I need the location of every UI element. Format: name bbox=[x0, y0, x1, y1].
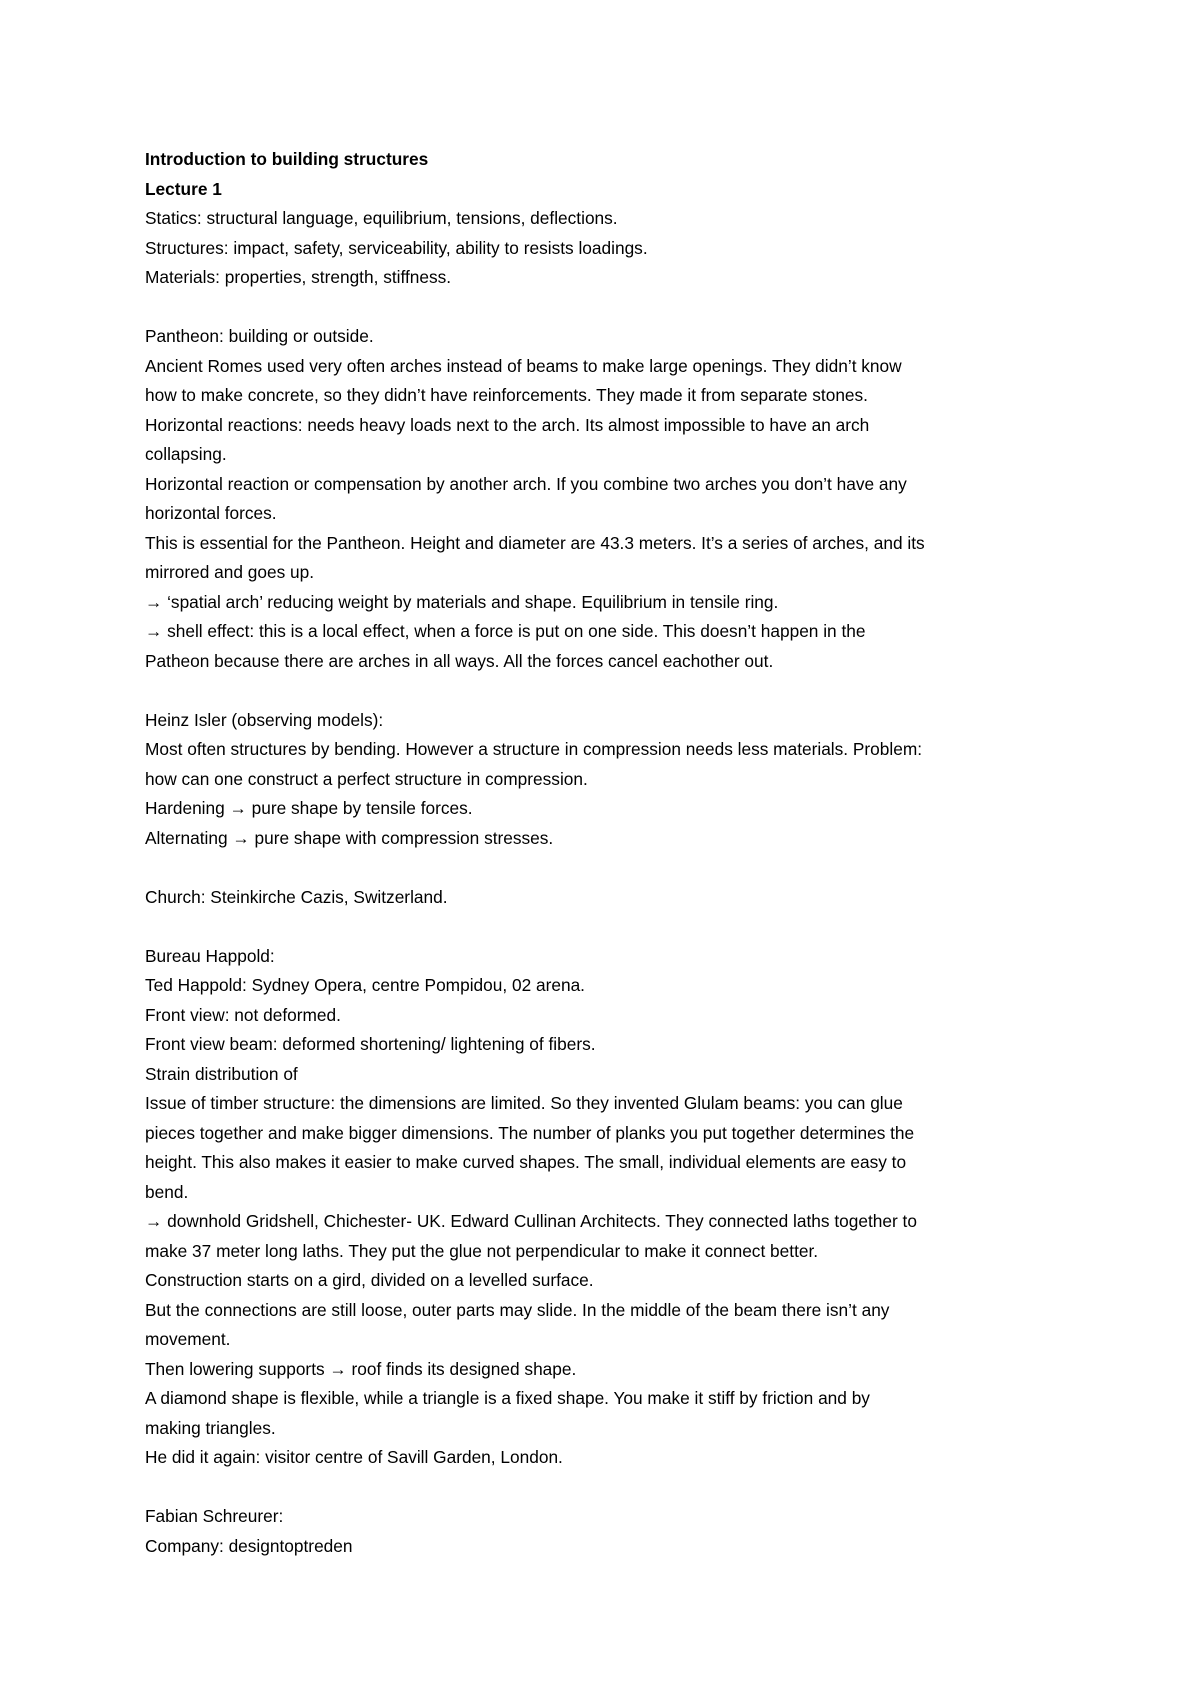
text-line: Then lowering supports → roof finds its designed shape. bbox=[145, 1358, 577, 1379]
text-line: → shell effect: this is a local effect, when a force is put on one side. This doesn’t happen in the bbox=[145, 621, 866, 641]
text-line: This is essential for the Pantheon. Height and diameter are 43.3 meters. It’s a series of arches, and its bbox=[145, 532, 925, 553]
text-line: Church: Steinkirche Cazis, Switzerland. bbox=[145, 886, 448, 907]
text-line: collapsing. bbox=[145, 444, 227, 464]
text-line: horizontal forces. bbox=[145, 503, 277, 523]
text-line: Pantheon: building or outside. bbox=[145, 326, 374, 346]
text-line: movement. bbox=[145, 1329, 231, 1349]
text-line: pieces together and make bigger dimensions. The number of planks you put together determines the bbox=[145, 1122, 915, 1143]
text-line: Ted Happold: Sydney Opera, centre Pompidou, 02 arena. bbox=[145, 975, 585, 995]
blank-line bbox=[145, 1473, 1065, 1503]
text-line: → ‘spatial arch’ reducing weight by materials and shape. Equilibrium in tensile ring. bbox=[145, 591, 779, 612]
text-line: Strain distribution of bbox=[145, 1063, 298, 1084]
text-line: Front view: not deformed. bbox=[145, 1004, 341, 1025]
text-line: Materials: properties, strength, stiffness. bbox=[145, 267, 452, 287]
text-line: bend. bbox=[145, 1181, 189, 1202]
text-line: Front view beam: deformed shortening/ lightening of fibers. bbox=[145, 1034, 596, 1054]
text-line: → downhold Gridshell, Chichester- UK. Edward Cullinan Architects. They connected laths together to bbox=[145, 1211, 917, 1231]
text-line: Statics: structural language, equilibrium, tensions, deflections. bbox=[145, 208, 618, 228]
text-line: Company: designtoptreden bbox=[145, 1535, 353, 1556]
text-line: But the connections are still loose, outer parts may slide. In the middle of the beam there isn’t any bbox=[145, 1299, 890, 1320]
text-line: A diamond shape is flexible, while a triangle is a fixed shape. You make it stiff by friction and by bbox=[145, 1388, 870, 1408]
document-body bbox=[145, 145, 1065, 1561]
text-line: Horizontal reaction or compensation by another arch. If you combine two arches you don’t have any bbox=[145, 473, 907, 494]
text-line: how to make concrete, so they didn’t have reinforcements. They made it from separate stones. bbox=[145, 385, 868, 405]
blank-line bbox=[145, 293, 1065, 323]
document-title: Introduction to building structures bbox=[145, 149, 429, 169]
lecture-heading: Lecture 1 bbox=[145, 178, 222, 199]
text-line: Most often structures by bending. However a structure in compression needs less materials. Problem: bbox=[145, 739, 923, 759]
text-line: Ancient Romes used very often arches instead of beams to make large openings. They didn’t know bbox=[145, 355, 902, 376]
text-line: Patheon because there are arches in all ways. All the forces cancel eachother out. bbox=[145, 650, 774, 671]
document-lines bbox=[145, 204, 1065, 1561]
blank-line bbox=[145, 676, 1065, 706]
text-line: Alternating → pure shape with compression stresses. bbox=[145, 827, 554, 848]
text-line: Hardening → pure shape by tensile forces. bbox=[145, 798, 473, 818]
text-line: make 37 meter long laths. They put the glue not perpendicular to make it connect better. bbox=[145, 1240, 819, 1261]
text-line: Bureau Happold: bbox=[145, 945, 275, 966]
text-line: height. This also makes it easier to make curved shapes. The small, individual elements are easy to bbox=[145, 1152, 907, 1172]
text-line: Horizontal reactions: needs heavy loads next to the arch. Its almost impossible to have an arch bbox=[145, 414, 870, 435]
blank-line bbox=[145, 912, 1065, 942]
text-line: Fabian Schreurer: bbox=[145, 1506, 284, 1526]
text-line: mirrored and goes up. bbox=[145, 562, 315, 582]
text-line: Structures: impact, safety, serviceability, ability to resists loadings. bbox=[145, 237, 648, 258]
text-line: Construction starts on a gird, divided on a levelled surface. bbox=[145, 1270, 594, 1290]
text-line: Heinz Isler (observing models): bbox=[145, 709, 384, 730]
text-line: Issue of timber structure: the dimensions are limited. So they invented Glulam beams: you can glue bbox=[145, 1093, 903, 1113]
blank-line bbox=[145, 853, 1065, 883]
text-line: making triangles. bbox=[145, 1417, 276, 1438]
text-line: how can one construct a perfect structure in compression. bbox=[145, 768, 588, 789]
text-line: He did it again: visitor centre of Savill Garden, London. bbox=[145, 1447, 563, 1467]
